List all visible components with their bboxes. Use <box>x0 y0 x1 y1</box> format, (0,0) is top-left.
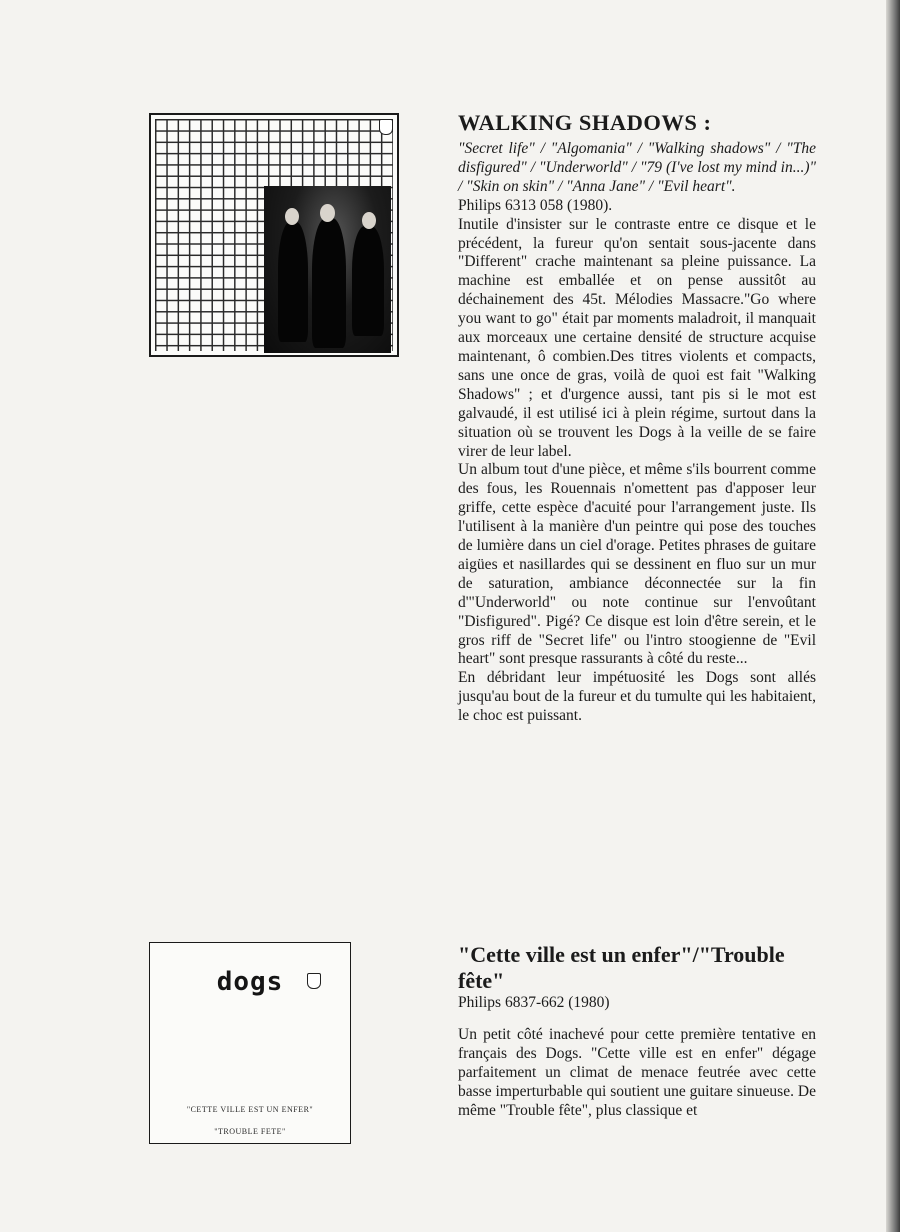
paragraph: Inutile d'insister sur le contraste entre ce disque et le précédent, la fureur qu'on sentait sous-jacente dans "Different" crache maintenant sa pleine puissance. La machine est emballée et on pense aussitôt au déchainement des 45t. Mélodies Massacre."Go where you want to go" était par moments maladroit, il manquait aux morceaux une certaine densité de structure acquise maintenant, ô combien.Des titres violents et compacts, sans une once de gras, voilà de quoi est fait "Walking Shadows" ; et d'urgence aussi, tant pis si le mot est galvaudé, il est utilisé ici à plein régime, surtout dans la situation où se trouvent les Dogs à la veille de se faire virer de leur label. <box>458 215 816 460</box>
article-walking-shadows <box>458 110 816 726</box>
walking-shadows-album-cover <box>149 113 399 357</box>
band-member-face <box>320 204 335 222</box>
article-body <box>458 216 816 726</box>
paragraph: Un album tout d'une pièce, et même s'ils bourrent comme des fous, les Rouennais n'omettent pas d'apposer leur griffe, cette espèce d'acuité pour l'arrangement juste. Ils l'utilisent à la manière d'un peintre qui pose des touches de lumière dans un ciel d'orage. Petites phrases de guitare aigües et nasillardes qui se dessinent en fluo sur un mur de saturation, ambiance déconnectée sur la fin d'"Underworld" ou note continue sur l'envoûtant "Disfigured". Pigé? Ce disque est loin d'être serein, et le gros riff de "Secret life" ou l'intro stoogienne de "Evil heart" sont presque rassurants à côté du reste... <box>458 461 816 668</box>
band-member-figure <box>278 222 308 342</box>
band-member-figure <box>312 218 346 348</box>
article-body <box>458 1026 816 1121</box>
band-photo <box>264 186 391 353</box>
cover-title-line: "CETTE VILLE EST UN ENFER" <box>186 1105 314 1114</box>
cover-band-name: dogs <box>216 967 284 997</box>
band-member-figure <box>352 226 384 336</box>
cover-title-line: "TROUBLE FETE" <box>214 1127 286 1136</box>
paragraph: Un petit côté inachevé pour cette première tentative en français des Dogs. "Cette ville est en enfer" dégage parfaitement un climat de menace feutrée avec cette basse imperturbable qui soutient une guitare sinueuse. De même "Trouble fête", plus classique et <box>458 1025 816 1119</box>
track-list: "Secret life" / "Algomania" / "Walking shadows" / "The disfigured" / "Underworld" / "79 (I've lost my mind in...)" / "Skin on skin" / "Anna Jane" / "Evil heart". <box>458 140 816 195</box>
philips-logo-icon <box>307 973 321 989</box>
article-title: WALKING SHADOWS : <box>458 110 712 135</box>
paragraph: En débridant leur impétuosité les Dogs sont allés jusqu'au bout de la fureur et du tumulte qui les habitaient, le choc est puissant. <box>458 669 816 725</box>
band-member-face <box>362 212 376 229</box>
catalog-reference: Philips 6837-662 (1980) <box>458 994 610 1011</box>
catalog-reference: Philips 6313 058 (1980). <box>458 196 613 214</box>
philips-logo-icon <box>379 119 393 135</box>
page-edge-shadow <box>886 0 900 1232</box>
band-member-face <box>285 208 299 225</box>
article-title: "Cette ville est un enfer"/"Trouble fête" <box>458 942 785 993</box>
dogs-single-cover <box>149 942 351 1144</box>
article-cette-ville <box>458 942 816 1120</box>
